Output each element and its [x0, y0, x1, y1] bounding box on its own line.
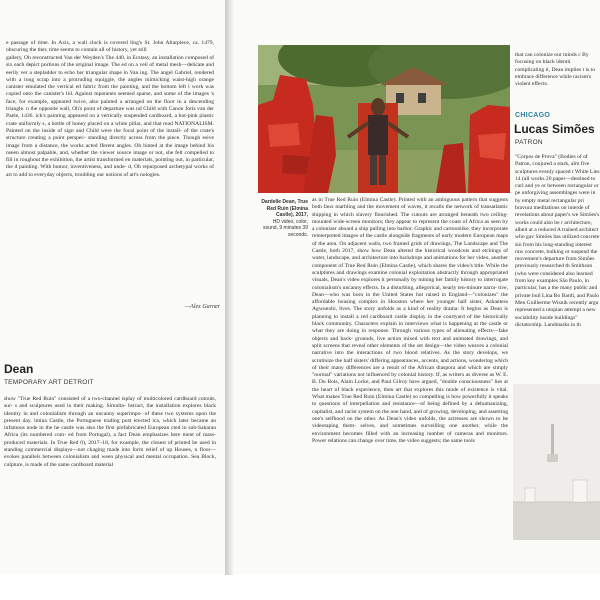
gallery-photo: [513, 384, 600, 540]
right-column2-top-text: that can colonize our minds c By focusing on black identit complicating it, Dean implies t is to embrace difference while racism's violent effects.: [515, 52, 596, 88]
right-dean-review-column: as in True Red Ruin (Elmina Castle). Printed with an ambiguous pattern that suggests both faux marbling and the movement of waves, it recalls the network of transatlantic shipping in which slavery flourished. The cutouts are arranged beneath two ceiling-mounted wide-screen monitors; they appear to represent the coast of Africa as seen by a colonizer aboard a ship pulling into harbor. Graphic and cartoonlike, they incorporate reinterpreted images of the castle alongside fragments of early modern European maps of the area. On adjacent walls, two framed grids of drawings, The Landscape and The Castle, both 2017, show how Dean altered the historical woodcuts and etchings of water, landscape, and architecture into backdrops and animations for her video, another component of True Red Ruin (Elmina Castle), which shares the video's title. While the sculptures and drawings examine colonial exploitation abstractly through appropriated visuals, Dean's video explores it personally by mining her family history to interrogate colonialism's uncanny effects. In a disturbing, allegorical, nearly ten-minute narra- tive, Dean—who was born in the United States but raised in England—"colonizes" the affordable housing complex in Houston where her younger half sister, Ashantess Agwunobi, lives. The story unfolds as a kind of reality drama: It begins as Dean is planning to install a red cardboard castle display in the courtyard of the historically black community. Characters explain in interviews what is happening at the castle or what they are doing in response. Through various types of alienating effects—fake objects and back- grounds, live action mixed with text and animated drawings, and split screens that reveal other elements of the set design—the video weaves a colonial narrative into the interactions of two blood relatives. As the story develops, we scrutinize the half sisters' differing appearances, accents, and actions, wondering which of their many differences are a result of the African diaspora and which are simply "normal" variations not influenced by colonial history. If, as writers as diverse as W. E. B. Du Bois, Alain Locke, and Paul Gilroy have argued, "double consciousness" lies at the heart of black experience, then art that explores this mode of existence is vital. What makes True Red Ruin (Elmina Castle) so compelling is how powerfully it speaks to questions of interpellation and resistance—of being defined by a dehumanizing, capitalist, and racist system on the one hand, and of growing, developing, and asserting one's selfhood on the other. As Dean's video unfolds, the actresses are shown to be videotaping them- selves, and sometimes surveilling one another, while the environment becomes filled with an increasing number of cameras and monitors. Power relations can change over time, the video suggests; the same tools: [312, 197, 508, 444]
reviewer-signature: —Alex Garner: [184, 304, 220, 310]
photo-caption: [258, 199, 308, 239]
left-oh-review-body: gallery, Oh reconstructed Van der Weyden's The 440, in Ecstasy, an installation composed of six each depict portions of the original image. The ed on a veil of metal mesh—delicate and eerily ver a stepladder to echo her triangular shape in Van ing. The angel Gabriel, rendered with a long scrap into a protruding squiggle, the angles mimicking waist-high orange canister emulated the vertical ed fabric from the painting, and the bottom left l work was copied onto the canister's lid. Against mponents seemed sparse, and some of the images 's face, for example, appeared twice, also painted a arranged on the floor in a descending triangle. n the opposite wall, Oh's point of departure was nd Child with Canon Joris van der Paele, 1436. ick's painting appeared on a vertically suspended cardboard, a hot-pink plastic crate uniformly s, a bottle of honey placed on a white pillar, and that read NATIONALISM. Painted on the inside of sign and Child were the focal point of the install- of the crate's structure creating a point perspec- standing directly across from the piece. Though esive image from a distance, the works acted fferent angles. Oh hinted at the image behind his nseen almost palpable, and, whether the viewer source image or not, she felt compelled to fill in roughout the exhibition, the artist transformed en materials, pointing out, in particular, the d painting. With humor, inventiveness, and unde- d, Oh repurposed archetypal works of art to add to everyday objects, troubling our notions of art's nologies.: [6, 55, 214, 178]
city-heading: CHICAGO: [515, 112, 551, 119]
left-page: [0, 0, 226, 600]
caption-detail: HD video, color, sound, 9 minutes 39 seconds.: [262, 218, 308, 238]
caption-title: Dardelle Dean, True Red Ruin (Elmina Castle), 2017,: [261, 199, 308, 219]
artist-heading-dean: Dean: [4, 362, 34, 376]
left-top-paragraph: e passage of time. In Axis, a wall clock is covered ling's St. John Altarpiece, ca. 1479, obscuring the ther, time seems to contain all of history, yet still: [6, 40, 214, 52]
venue-heading-detroit: TEMPORARY ART DETROIT: [4, 379, 94, 386]
spine-shadow: [226, 0, 234, 600]
artwork-photo: [258, 45, 510, 193]
gallery-installation-illustration: [513, 384, 600, 540]
venue-heading-patron: PATRON: [515, 139, 543, 146]
right-simoes-review-body: "Corpos de Prova" (Bodies of of Patron, conjured a stark, alm five sculptures evenly spaced t White Lies 14 (all works 20 paper—destined to curl and ye or between rectangular or pe unforgiving assemblages were in by empty metal rectangular pri bravura meditations on interde of revelations about paper's we Simões's works could also be r architecture, albeit at a reduced A trained architect who gav Simões has utilized concrete sin from his long-standing interest raw concrete, bulking or suspend the movement's departure from Simões previously researched th Smithson (who were considered also learned from key examples São Paulo, in particular, has a the many public and private buil Lina Bo Bardi, and Paulo Men Guilherme Wisnik recently argu represented a utopian attempt a new sociability inside buildings" dictatorship. Landmarks in th: [515, 154, 600, 328]
artwork-photo-illustration: [258, 45, 510, 193]
page-bottom-margin: [0, 575, 600, 600]
left-dean-review-body: show "True Red Ruin" consisted of a two-channel isplay of multicolored cardboard cutouts, sur- s and sculptures used in their making. Simulta- bstract, the installation explores black identity in and colonialism through an uncanny superimpo- of these two systems upon the present day. lmina Castle, the Portuguese trading post erected ica, which later became an infamous node in the he castle was also the first prefabricated European cted in sub-Saharan Africa (its numbered com- ed from Portugal), a fact Dean emphasizes here ment of mass-produced materials. In True Red 0), 2017–18, for example, the closest of printed be used in standing commercial displays—not ckaging made into form relief of up Houses, n floor—evokes parallels between colonialism and ween physical and mental occupation. Sea Block, culpture, is made of the same cardboard material: [4, 396, 216, 468]
artist-heading-simoes: Lucas Simões: [514, 122, 595, 136]
